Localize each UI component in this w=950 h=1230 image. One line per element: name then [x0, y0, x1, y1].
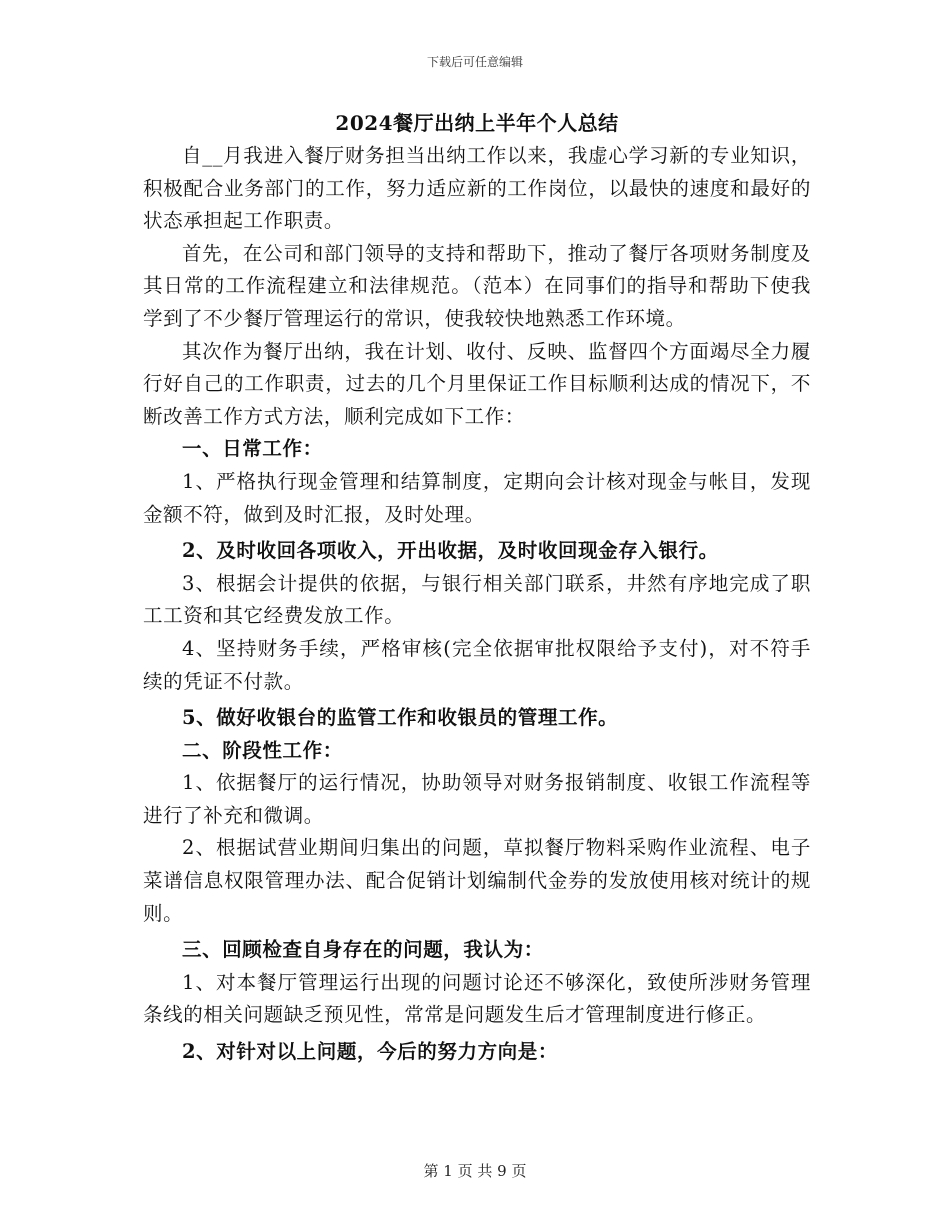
paragraph-first: 首先，在公司和部门领导的支持和帮助下，推动了餐厅各项财务制度及其日常的工作流程建立和法律规范。（范本）在同事们的指导和帮助下使我学到了不少餐厅管理运行的常识，使我较快地熟悉工作环境。 [143, 241, 811, 330]
paragraph-intro: 自__月我进入餐厅财务担当出纳工作以来，我虚心学习新的专业知识，积极配合业务部门的工作，努力适应新的工作岗位，以最快的速度和最好的状态承担起工作职责。 [143, 144, 811, 233]
list-item-daily-5: 5、做好收银台的监管工作和收银员的管理工作。 [182, 706, 619, 730]
list-item-daily-1: 1、严格执行现金管理和结算制度，定期向会计核对现金与帐目，发现金额不符，做到及时汇报，及时处理。 [143, 469, 811, 526]
paragraph-second: 其次作为餐厅出纳，我在计划、收付、反映、监督四个方面竭尽全力履行好自己的工作职责，过去的几个月里保证工作目标顺利达成的情况下，不断改善工作方式方法，顺利完成如下工作： [143, 339, 811, 428]
list-item-phase-2: 2、根据试营业期间归集出的问题，草拟餐厅物料采购作业流程、电子菜谱信息权限管理办法、配合促销计划编制代金券的发放使用核对统计的规则。 [143, 836, 811, 925]
section-heading-phase-work: 二、阶段性工作： [182, 738, 343, 762]
list-item-daily-2: 2、及时收回各项收入，开出收据，及时收回现金存入银行。 [182, 539, 719, 563]
list-item-daily-3: 3、根据会计提供的依据，与银行相关部门联系，井然有序地完成了职工工资和其它经费发放工作。 [143, 571, 811, 628]
list-item-review-2: 2、对针对以上问题，今后的努力方向是： [182, 1040, 558, 1064]
section-heading-daily-work: 一、日常工作： [182, 437, 323, 461]
document-body [143, 108, 811, 1069]
document-title: 2024餐厅出纳上半年个人总结 [335, 111, 619, 135]
list-item-review-1: 1、对本餐厅管理运行出现的问题讨论还不够深化，致使所涉财务管理条线的相关问题缺乏预见性，常常是问题发生后才管理制度进行修正。 [143, 970, 811, 1027]
page-number: 第 1 页 共 9 页 [423, 1162, 527, 1180]
list-item-daily-4: 4、坚持财务手续，严格审核(完全依据审批权限给予支付)，对不符手续的凭证不付款。 [143, 636, 811, 693]
header-note: 下载后可任意编辑 [426, 55, 523, 69]
list-item-phase-1: 1、依据餐厅的运行情况，协助领导对财务报销制度、收银工作流程等进行了补充和微调。 [143, 771, 811, 827]
section-heading-review: 三、回顾检查自身存在的问题，我认为： [182, 938, 544, 962]
